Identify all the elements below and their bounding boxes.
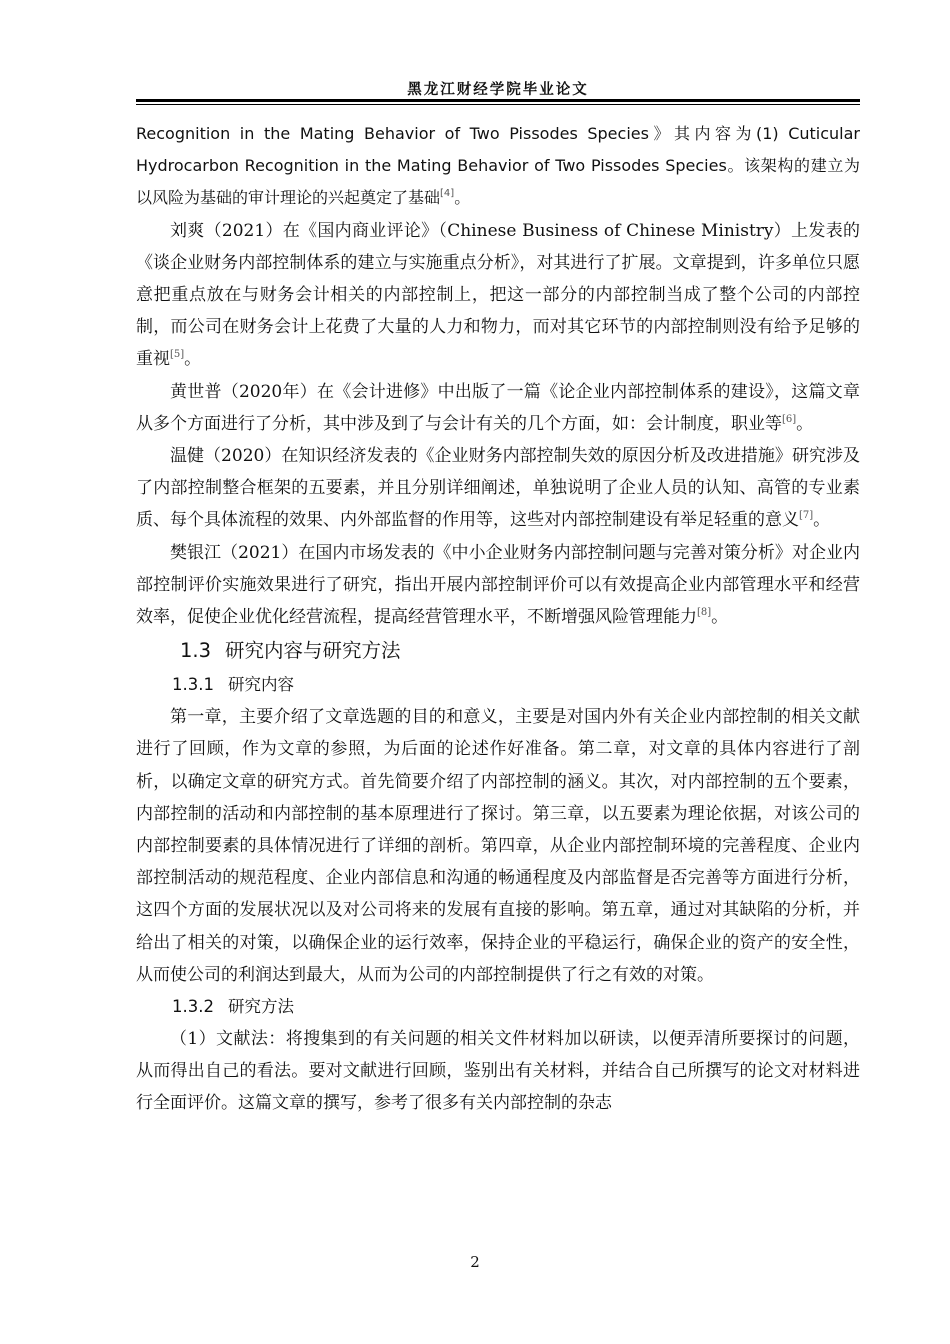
citation-ref: [5]	[170, 349, 185, 361]
paragraph-continued: Recognition in the Mating Behavior of Two Pissodes Species》其内容为(1) Cuticular Hydrocarbon Recognition in the Mating Behavior of Two Pissodes Species。该架构的建立为以风险为基础的审计理论的兴起奠定了基础[4]。	[136, 124, 860, 208]
paragraph-research-method: （1）文献法：将搜集到的有关问题的相关文件材料加以研读，以便弄清所要探讨的问题，从而得出自己的看法。要对文献进行回顾，鉴别出有关材料，并结合自己所撰写的论文对材料进行全面评价。这篇文章的撰写，参考了很多有关内部控制的杂志	[136, 1029, 860, 1114]
section-heading-1-3: 1.3 研究内容与研究方法	[180, 639, 401, 663]
citation-ref: [8]	[697, 607, 712, 619]
section-heading-1-3-1: 1.3.1 研究内容	[172, 675, 294, 695]
paragraph-wen-jian: 温健（2020）在知识经济发表的《企业财务内部控制失效的原因分析及改进措施》研究涉及了内部控制整合框架的五要素，并且分别详细阐述，单独说明了企业人员的认知、高管的专业素质、每个具体流程的效果、内外部监督的作用等，这些对内部控制建设有举足轻重的意义[7]。	[136, 446, 860, 531]
header-rule-thin	[136, 104, 860, 105]
header-rule-thick	[136, 99, 860, 102]
paragraph-huang-shipu: 黄世普（2020年）在《会计进修》中出版了一篇《论企业内部控制体系的建设》，这篇文章从多个方面进行了分析，其中涉及到了与会计有关的几个方面，如：会计制度，职业等[6]。	[136, 381, 860, 434]
document-body	[136, 118, 860, 1120]
paragraph-research-content: 第一章，主要介绍了文章选题的目的和意义，主要是对国内外有关企业内部控制的相关文献进行了回顾，作为文章的参照，为后面的论述作好准备。第二章，对文章的具体内容进行了剖析，以确定文章的研究方式。首先简要介绍了内部控制的涵义。其次，对内部控制的五个要素，内部控制的活动和内部控制的基本原理进行了探讨。第三章，以五要素为理论依据，对该公司的内部控制要素的具体情况进行了详细的剖析。第四章，从企业内部控制环境的完善程度、企业内部控制活动的规范程度、企业内部信息和沟通的畅通程度及内部监督是否完善等方面进行分析，这四个方面的发展状况以及对公司将来的发展有直接的影响。第五章，通过对其缺陷的分析，并给出了相关的对策，以确保企业的运行效率，保持企业的平稳运行，确保企业的资产的安全性，从而使公司的利润达到最大，从而为公司的内部控制提供了行之有效的对策。	[136, 707, 860, 985]
page-header: 黑龙江财经学院毕业论文	[407, 81, 589, 98]
section-heading-1-3-2: 1.3.2 研究方法	[172, 997, 294, 1017]
paragraph-liu-shuang: 刘爽（2021）在《国内商业评论》（Chinese Business of Chinese Ministry）上发表的《谈企业财务内部控制体系的建立与实施重点分析》，对其进行了扩展。文章提到，许多单位只愿意把重点放在与财务会计相关的内部控制上，把这一部分的内部控制当成了整个公司的内部控制，而公司在财务会计上花费了大量的人力和物力，而对其它环节的内部控制则没有给予足够的重视[5]。	[136, 220, 860, 370]
page-number: 2	[470, 1253, 480, 1271]
citation-ref: [6]	[782, 413, 797, 425]
citation-ref: [7]	[799, 510, 814, 522]
paragraph-fan-yinjiang: 樊银江（2021）在国内市场发表的《中小企业财务内部控制问题与完善对策分析》对企业内部控制评价实施效果进行了研究，指出开展内部控制评价可以有效提高企业内部管理水平和经营效率，促使企业优化经营流程，提高经营管理水平，不断增强风险管理能力[8]。	[136, 542, 860, 628]
citation-ref: [4]	[440, 188, 455, 200]
